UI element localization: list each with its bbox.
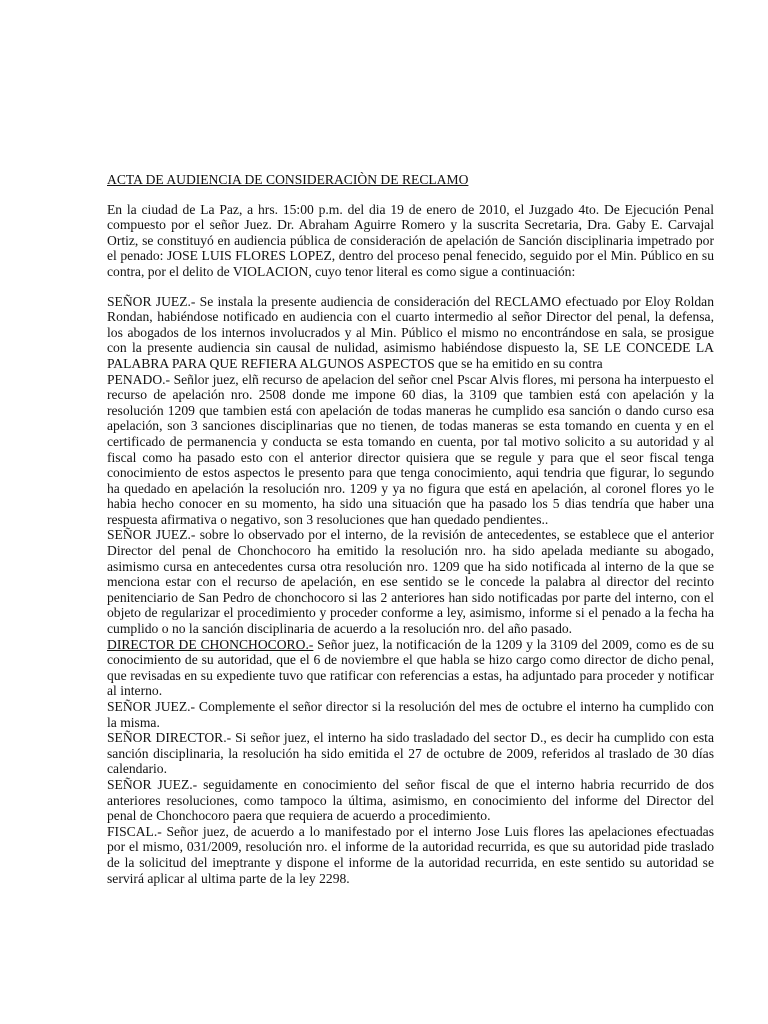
paragraph-text: Señlor juez, elñ recurso de apelacion del señor cnel Pscar Alvis flores, mi persona ha interpuesto el recurso de apelación nro. 2508 donde me impone 60 dias, la 3109 que tambien está con apelación y la resolución 1209 que tambien está con apelación de todas maneras he cumplido esa sanción o dando curso esa apelación, son 3 sanciones disciplinarias que no tienen, de todas maneras se esta tomando en cuenta y en el certificado de permanencia y conducta se esta tomando en cuenta, por tal motivo solicito a su autoridad y al fiscal como ha pasado esto con el anterior director quisiera que se regule y para que el seor fiscal tenga conocimiento de estos aspectos le presento para que tenga conocimiento, aqui tendria que figurar, lo segundo ha quedado en apelación la resolución nro. 1209 y ya no figura que está en apelación, al coronel flores yo le habia hecho conocer en su momento, ha sido una situación que ha pasado los 5 dias tendría que haber una respuesta afirmativa o negativo, son 3 resoluciones que han quedado pendientes..: [107, 371, 714, 527]
paragraph-text: En la ciudad de La Paz, a hrs. 15:00 p.m. del dia 19 de enero de 2010, el Juzgado 4to. De Ejecución Penal compuesto por el señor Juez. Dr. Abraham Aguirre Romero y la suscrita Secretaria, Dra. Gaby E. Carvajal Ortiz, se constituyó en audiencia pública de consideración de apelación de Sanción disciplinaria impetrado por el penado: JOSE LUIS FLORES LOPEZ, dentro del proceso penal fenecido, seguido por el Min. Público en su contra, por el delito de VIOLACION, cuyo tenor literal es como sigue a continuación:: [107, 201, 714, 279]
paragraph-juez-1: [107, 294, 714, 372]
speaker-label: SEÑOR JUEZ.-: [107, 293, 196, 309]
paragraph-text: Complemente el señor director si la resolución del mes de octubre el interno ha cumplido con la misma.: [107, 699, 714, 730]
paragraph-juez-2: [107, 527, 714, 636]
paragraph-text: seguidamente en conocimiento del señor fiscal de que el interno habria recurrido de dos anteriores resoluciones, como tampoco la última, asimismo, en conocimiento del informe del Director del penal de Chonchocoro paera que requiera de acuerdo a procedimiento.: [107, 776, 714, 824]
paragraph-penado: [107, 372, 714, 528]
speaker-label: SEÑOR JUEZ.-: [107, 527, 196, 543]
paragraph-text: Señor juez, la notificación de la 1209 y la 3109 del 2009, como es de su conocimiento de su autoridad, que el 6 de noviembre el que habla se hizo cargo como director de dicho penal, que revisadas en su expediente tuvo que ratificar con referencias a estas, ha adjuntado para proceder y notificar al interno.: [107, 636, 714, 699]
speaker-label: SEÑOR DIRECTOR.-: [107, 730, 232, 746]
paragraph-intro: [107, 202, 714, 280]
paragraph-text: Si señor juez, el interno ha sido trasladado del sector D., es decir ha cumplido con esta sanción disciplinaria, la resolución ha sido emitida el 27 de octubre de 2009, referidos al traslado de 30 días calendario.: [107, 730, 714, 777]
speaker-label: SEÑOR JUEZ.-: [107, 699, 196, 714]
speaker-label: PENADO.-: [107, 371, 171, 387]
document-body: [107, 172, 714, 886]
speaker-label: SEÑOR JUEZ.-: [107, 776, 198, 792]
speaker-label: DIRECTOR DE CHONCHOCORO.-: [107, 636, 314, 652]
paragraph-director-chonchocoro: [107, 637, 714, 699]
speaker-label: FISCAL.-: [107, 823, 162, 839]
paragraph-juez-3: [107, 699, 714, 730]
paragraph-director: [107, 730, 714, 777]
paragraph-juez-4: [107, 777, 714, 824]
document-title: ACTA DE AUDIENCIA DE CONSIDERACIÒN DE RECLAMO: [107, 172, 469, 187]
paragraph-text: Señor juez, de acuerdo a lo manifestado por el interno Jose Luis flores las apelaciones efectuadas por el mismo, 031/2009, resolución nro. el informe de la autoridad recurrida, es que su autoridad pide traslado de la solicitud del imeptrante y dispone el informe de la autoridad recurrida, en este sentido su autoridad se servirá aplicar al ultima parte de la ley 2298.: [107, 823, 714, 886]
paragraph-text: Se instala la presente audiencia de consideración del RECLAMO efectuado por Eloy Roldan Rondan, habiéndose notificado en audiencia con el cuarto intermedio al señor Director del penal, la defensa, los abogados de los internos involucrados y al Min. Público el mismo no encontrándose en sala, se prosigue con la presente audiencia sin causal de nulidad, asimismo habiéndose dispuesto la, SE LE CONCEDE LA PALABRA PARA QUE REFIERA ALGUNOS ASPECTOS que se ha emitido en su contra: [107, 293, 714, 371]
paragraph-text: sobre lo observado por el interno, de la revisión de antecedentes, se establece que el anterior Director del penal de Chonchocoro ha emitido la resolución nro. ha sido apelada mediante su abogado, asimismo cursa en antecedentes cursa otra resolución nro. 1209 que ha sido notificada al interno de la que se menciona estar con el recurso de apelación, en ese sentido se le concede la palabra al director del recinto penitenciario de San Pedro de chonchocoro si las 2 anteriores han sido notificadas por parte del interno, con el objeto de regularizar el procedimiento y proceder conforme a ley, asimismo, informe si el penado a la fecha ha cumplido o no la sanción disciplinaria de acuerdo a la resolución nro. del año pasado.: [107, 527, 714, 637]
paragraph-fiscal: [107, 824, 714, 886]
